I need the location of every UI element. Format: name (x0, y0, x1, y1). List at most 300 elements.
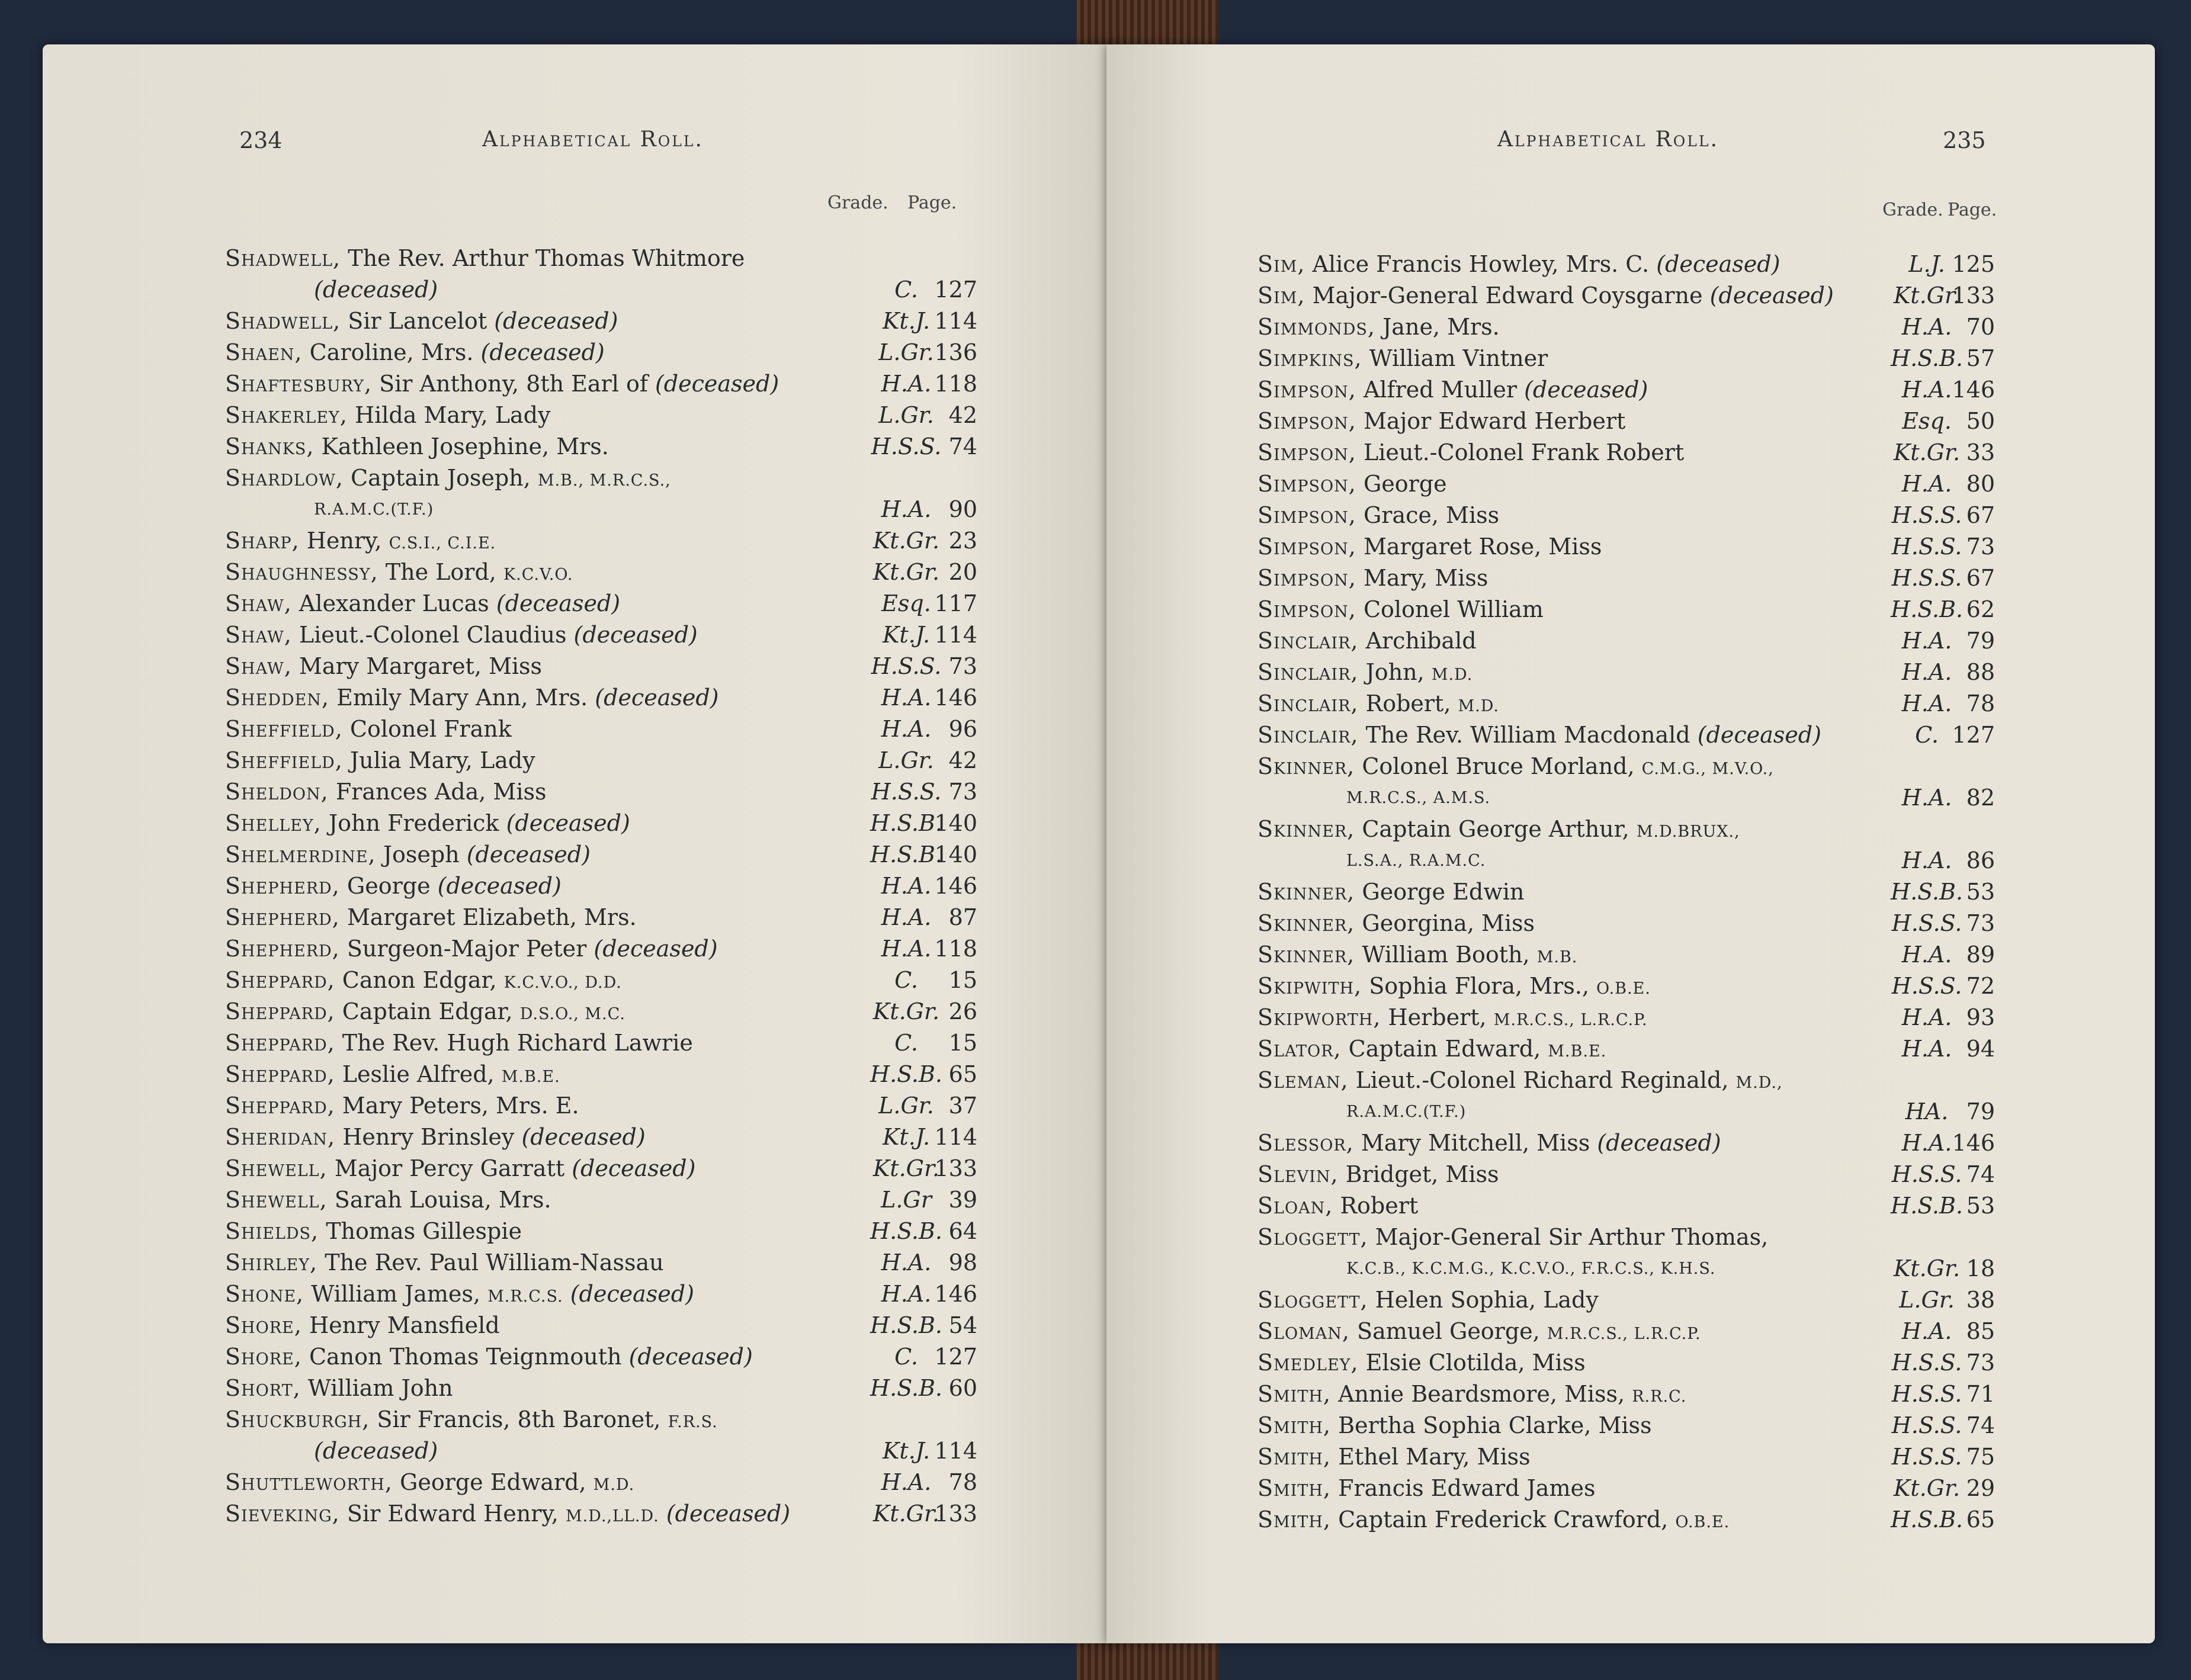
entry-page: 53 (1966, 879, 1995, 905)
entry-grade: H.S.S. (871, 433, 942, 460)
entry-name (1258, 280, 1834, 311)
entry-surname: Sheldon, (225, 779, 329, 805)
entry-surname: Skinner, (1258, 879, 1355, 905)
entry-grade: H.S.S. (1891, 1412, 1962, 1438)
entry-honours: O.B.E. (1675, 1513, 1730, 1531)
entry-honours: M.D.BRUX., (1636, 823, 1740, 841)
page-number: 235 (1943, 127, 1986, 153)
entry-surname: Sinclair, (1258, 659, 1359, 685)
roll-entry (225, 1310, 1066, 1341)
entry-given-name: Ethel Mary, Miss (1338, 1444, 1531, 1470)
entry-honours: M.D.,LL.D. (565, 1507, 659, 1525)
entry-given-name: George (347, 873, 431, 899)
entry-name (1258, 437, 1684, 468)
entry-given-name: Lieut.-Colonel Claudius (299, 622, 567, 648)
entry-surname: Sheppard, (225, 1061, 335, 1087)
entry-surname: Shelmerdine, (225, 841, 376, 868)
entry-given-name: Henry Brinsley (342, 1124, 515, 1150)
entry-deceased: (deceased) (480, 339, 605, 365)
entry-continuation: K.C.B., K.C.M.G., K.C.V.O., F.R.C.S., K.H.S. (1346, 1260, 1716, 1278)
entry-page: 38 (1966, 1287, 1995, 1313)
entry-page: 42 (948, 402, 977, 428)
entry-surname: Short, (225, 1375, 301, 1401)
entry-surname: Sheffield, (225, 716, 343, 742)
entry-page: 74 (948, 433, 977, 460)
entry-page: 88 (1966, 659, 1995, 685)
entry-given-name: Jane, Mrs. (1382, 314, 1500, 340)
entry-name (1258, 594, 1544, 625)
entry-name (1258, 249, 1780, 280)
entry-name (1258, 343, 1548, 374)
entry-page: 133 (934, 1155, 977, 1181)
entry-deceased: (deceased) (1709, 282, 1834, 309)
entry-surname: Sheridan, (225, 1124, 336, 1150)
roll-entry (1258, 343, 2105, 374)
entry-page: 71 (1966, 1381, 1995, 1407)
entry-page: 94 (1966, 1036, 1995, 1062)
entry-given-name: Frances Ada, Miss (335, 779, 547, 805)
entry-surname: Smith, (1258, 1444, 1331, 1470)
entry-name (225, 651, 542, 682)
entry-grade: Kt.Gr. (872, 998, 940, 1024)
entry-given-name: Leslie Alfred, (342, 1061, 495, 1087)
entry-given-name: Julia Mary, Lady (349, 747, 535, 773)
entry-name (225, 808, 630, 839)
entry-name (225, 462, 671, 496)
entry-surname: Sinclair, (1258, 628, 1359, 654)
entry-given-name: Captain George Arthur, (1362, 816, 1629, 842)
entry-given-name: Caroline, Mrs. (309, 339, 474, 365)
entry-surname: Simpson, (1258, 377, 1356, 403)
running-head: Alphabetical Roll. (1497, 127, 1719, 152)
roll-entry (225, 525, 1066, 557)
entry-surname: Smedley, (1258, 1350, 1359, 1376)
entry-page: 18 (1966, 1255, 1995, 1281)
roll-entry (1258, 1002, 2105, 1033)
entry-grade: L.Gr. (878, 402, 934, 428)
entry-name (225, 1404, 718, 1438)
entry-surname: Simpson, (1258, 534, 1356, 560)
entry-name (1258, 1002, 1647, 1036)
entry-honours: C.M.G., M.V.O., (1641, 760, 1774, 778)
roll-entry (225, 337, 1066, 368)
entry-page: 140 (934, 810, 977, 836)
roll-entry (225, 1059, 1066, 1090)
entry-name (225, 588, 620, 619)
entry-page: 96 (948, 716, 977, 742)
roll-entry (1258, 249, 2105, 280)
roll-entry (1258, 1033, 2105, 1065)
entry-name (1258, 1473, 1595, 1504)
entry-given-name: Herbert, (1388, 1004, 1487, 1030)
entry-page: 33 (1966, 439, 1995, 465)
entry-surname: Shardlow, (225, 465, 344, 491)
entry-name (1258, 1316, 1701, 1350)
entry-page: 133 (1952, 282, 1995, 309)
roll-entry (225, 776, 1066, 808)
entry-surname: Shakerley, (225, 402, 348, 428)
entry-grade: H.S.S. (1891, 565, 1962, 591)
roll-entry (225, 1027, 1066, 1059)
entry-name (1258, 500, 1499, 531)
entry-surname: Shepherd, (225, 904, 340, 930)
entry-deceased: (deceased) (594, 936, 718, 962)
roll-entry (1258, 719, 2105, 751)
entry-given-name: Emily Mary Ann, Mrs. (336, 685, 588, 711)
entry-given-name: Annie Beardsmore, Miss, (1338, 1381, 1625, 1407)
entry-given-name: John, (1365, 659, 1425, 685)
entry-surname: Shaw, (225, 622, 292, 648)
entry-given-name: Canon Edgar, (342, 967, 497, 993)
roll-entry (225, 682, 1066, 714)
entry-page: 72 (1966, 973, 1995, 999)
entry-page: 74 (1966, 1161, 1995, 1187)
entry-grade: L.Gr. (878, 747, 934, 773)
entry-honours: K.C.V.O., D.D. (503, 974, 622, 992)
entry-continuation: R.A.M.C.(T.F.) (1346, 1103, 1467, 1121)
entry-surname: Sinclair, (1258, 690, 1359, 717)
entry-given-name: Henry Mansfield (309, 1312, 500, 1338)
entry-name (225, 965, 622, 998)
entry-name (1258, 1128, 1721, 1159)
entry-honours: M.B., M.R.C.S., (537, 471, 671, 490)
entry-surname: Sim, (1258, 282, 1305, 309)
entry-honours: M.D. (593, 1476, 635, 1494)
entry-surname: Shuckburgh, (225, 1406, 370, 1432)
roll-entry (225, 400, 1066, 431)
roll-entry (1258, 971, 2105, 1002)
entry-page: 114 (934, 622, 977, 648)
roll-entry (1258, 374, 2105, 406)
entry-name (225, 400, 550, 431)
entry-given-name: Robert (1340, 1193, 1419, 1219)
entry-given-name: Captain Joseph, (351, 465, 531, 491)
entry-surname: Sheffield, (225, 747, 343, 773)
entry-surname: Sheppard, (225, 998, 335, 1024)
entry-grade: H.A. (881, 371, 932, 397)
entry-given-name: Bridget, Miss (1345, 1161, 1499, 1187)
entry-given-name: Samuel George, (1357, 1318, 1540, 1344)
roll-entry (225, 902, 1066, 933)
entry-given-name: Mary Margaret, Miss (299, 653, 543, 679)
entry-surname: Simpson, (1258, 471, 1356, 497)
roll-entry (1258, 1065, 2105, 1128)
entry-honours: M.D. (1431, 666, 1473, 684)
entry-name (1258, 563, 1488, 594)
entry-deceased: (deceased) (1656, 251, 1781, 277)
entry-page: 26 (948, 998, 977, 1024)
entry-grade: Kt.Gr. (872, 559, 940, 585)
entry-grade: Kt.J. (882, 622, 931, 648)
entry-grade: H.A. (881, 936, 932, 962)
column-header-page: Page. (1948, 200, 1997, 220)
roll-entry (1258, 500, 2105, 531)
entry-name (225, 431, 609, 462)
entry-surname: Shadwell, (225, 308, 341, 334)
entry-surname: Smith, (1258, 1475, 1331, 1501)
left-page (43, 44, 1115, 1643)
entry-surname: Simpson, (1258, 596, 1356, 622)
entry-surname: Shaftesbury, (225, 371, 373, 397)
entry-grade: H.A. (881, 716, 932, 742)
roll-entry (225, 839, 1066, 870)
entry-given-name: Major-General Edward Coysgarne (1312, 282, 1703, 309)
roll-entry (225, 1498, 1066, 1530)
entry-grade: H.S.S. (871, 779, 942, 805)
column-header-grade: Grade. (827, 192, 888, 213)
entry-page: 114 (934, 1124, 977, 1150)
entry-page: 80 (1966, 471, 1995, 497)
entry-page: 23 (948, 528, 977, 554)
entry-deceased: (deceased) (506, 810, 630, 836)
entry-name (225, 525, 496, 559)
roll-entry (1258, 1159, 2105, 1190)
entry-given-name: Colonel Bruce Morland, (1362, 753, 1635, 779)
entry-honours: D.S.O., M.C. (519, 1005, 625, 1023)
entry-name (225, 902, 637, 933)
entry-surname: Sharp, (225, 528, 300, 554)
entry-page: 118 (934, 371, 977, 397)
entry-surname: Smith, (1258, 1412, 1331, 1438)
roll-entry (225, 714, 1066, 745)
entry-grade: H.A. (1901, 377, 1952, 403)
entry-given-name: The Lord, (385, 559, 496, 585)
entry-given-name: Sarah Louisa, Mrs. (334, 1187, 551, 1213)
entry-name (1258, 876, 1524, 908)
column-header-grade: Grade. (1882, 200, 1943, 220)
entry-given-name: Lieut.-Colonel Frank Robert (1363, 439, 1685, 465)
entry-deceased: (deceased) (572, 1155, 696, 1181)
entry-deceased: (deceased) (494, 308, 618, 334)
entry-given-name: Major Edward Herbert (1363, 408, 1626, 434)
entry-grade: Kt.Gr. (872, 1155, 940, 1181)
entry-given-name: George (1363, 471, 1447, 497)
entry-name (225, 1498, 790, 1532)
roll-entry (225, 1216, 1066, 1247)
entry-name (1258, 1284, 1599, 1316)
entry-page: 90 (948, 496, 977, 522)
entry-given-name: John Frederick (328, 810, 499, 836)
entry-name (225, 1216, 522, 1247)
entry-given-name: George Edwin (1362, 879, 1525, 905)
entry-honours: M.D. (1458, 697, 1499, 715)
entry-deceased: (deceased) (666, 1501, 791, 1527)
entry-grade: H.A. (1901, 690, 1952, 717)
entry-name (1258, 814, 1740, 847)
entry-page: 98 (948, 1249, 977, 1276)
roll-entry (1258, 1347, 2105, 1379)
entry-page: 93 (1966, 1004, 1995, 1030)
entry-name (1258, 1410, 1652, 1441)
entry-surname: Shewell, (225, 1187, 328, 1213)
entry-given-name: Captain Edward, (1348, 1036, 1541, 1062)
entry-name (225, 870, 562, 902)
entry-name (225, 933, 718, 965)
entry-surname: Skipworth, (1258, 1004, 1381, 1030)
entry-page: 62 (1966, 596, 1995, 622)
entry-name (225, 1122, 646, 1153)
entry-grade: H.S.B. (870, 1218, 942, 1244)
entry-name (225, 368, 779, 400)
entry-grade: H.A. (881, 1281, 932, 1307)
roll-entry (225, 368, 1066, 400)
entry-surname: Simpson, (1258, 565, 1356, 591)
entry-name (1258, 311, 1500, 343)
entry-grade: H.A. (1901, 1036, 1952, 1062)
roll-entry (225, 557, 1066, 588)
roll-entry (225, 965, 1066, 996)
entry-name (1258, 1379, 1686, 1412)
entry-grade: H.A. (1901, 659, 1952, 685)
entry-given-name: Sophia Flora, Mrs., (1369, 973, 1589, 999)
entry-grade: H.A. (1901, 785, 1952, 811)
entry-page: 70 (1966, 314, 1995, 340)
entry-honours: O.B.E. (1596, 979, 1651, 998)
entry-honours: M.R.C.S., L.R.C.P. (1547, 1325, 1701, 1343)
entry-page: 146 (934, 873, 977, 899)
entry-surname: Slator, (1258, 1036, 1342, 1062)
entry-page: 146 (934, 1281, 977, 1307)
entry-given-name: William Booth, (1362, 942, 1530, 968)
entry-grade: Kt.J. (882, 1124, 931, 1150)
entry-given-name: The Rev. Paul William-Nassau (325, 1249, 664, 1276)
running-head: Alphabetical Roll. (482, 127, 704, 152)
entry-deceased: (deceased) (573, 622, 698, 648)
entry-given-name: Colonel Frank (349, 716, 512, 742)
entry-surname: Shepherd, (225, 936, 340, 962)
roll-entry (225, 1122, 1066, 1153)
entry-page: 85 (1966, 1318, 1995, 1344)
entry-name (1258, 1190, 1418, 1222)
entry-page: 86 (1966, 847, 1995, 873)
entry-surname: Slevin, (1258, 1161, 1339, 1187)
entry-surname: Skinner, (1258, 910, 1355, 936)
entry-name (225, 1279, 694, 1312)
entry-surname: Shaen, (225, 339, 303, 365)
entry-name (225, 839, 591, 870)
entry-name (1258, 1033, 1606, 1067)
entry-surname: Simpson, (1258, 439, 1356, 465)
entry-name (1258, 688, 1499, 722)
entry-given-name: Sir Edward Henry, (347, 1501, 559, 1527)
roll-entry (1258, 531, 2105, 563)
entry-given-name: Major Percy Garratt (334, 1155, 565, 1181)
entry-grade: H.S.S. (1891, 910, 1962, 936)
entry-name (225, 1090, 579, 1122)
entry-given-name: Sir Francis, 8th Baronet, (377, 1406, 661, 1432)
entry-honours: F.R.S. (668, 1413, 718, 1431)
entry-grade: L.Gr. (1899, 1287, 1955, 1313)
entry-grade: HA. (1905, 1098, 1949, 1125)
entry-surname: Simpkins, (1258, 345, 1362, 371)
entry-given-name: Canon Thomas Teignmouth (309, 1344, 622, 1370)
entry-grade: H.A. (1901, 471, 1952, 497)
entry-name (225, 557, 573, 590)
entry-name (225, 243, 745, 274)
entry-grade: Kt.Gr. (1893, 1475, 1961, 1501)
entry-page: 136 (934, 339, 977, 365)
page-number: 234 (239, 127, 283, 153)
entry-surname: Simpson, (1258, 408, 1356, 434)
entry-name (225, 306, 618, 337)
entry-page: 127 (934, 277, 977, 303)
entry-honours: M.R.C.S., L.R.C.P. (1493, 1011, 1648, 1029)
entry-surname: Shuttleworth, (225, 1469, 393, 1495)
entry-given-name: Mary Mitchell, Miss (1361, 1130, 1590, 1156)
roll-entry (1258, 908, 2105, 939)
entry-name (1258, 751, 1774, 785)
entry-page: 127 (934, 1344, 977, 1370)
roll-entry (225, 1467, 1066, 1498)
entry-given-name: Joseph (383, 841, 460, 868)
entry-grade: Kt.Gr. (1893, 282, 1961, 309)
entry-grade: C. (894, 1344, 918, 1370)
entry-surname: Sleman, (1258, 1067, 1349, 1093)
roll-entry (1258, 939, 2105, 971)
entry-grade: H.S.B. (1891, 1193, 1963, 1219)
entry-name (1258, 908, 1535, 939)
entry-page: 15 (948, 967, 977, 993)
entry-given-name: William Vintner (1369, 345, 1548, 371)
entry-given-name: Thomas Gillespie (326, 1218, 522, 1244)
entry-given-name: Captain Edgar, (342, 998, 513, 1024)
roll-entry (1258, 625, 2105, 657)
entry-given-name: Georgina, Miss (1362, 910, 1535, 936)
entry-page: 54 (948, 1312, 977, 1338)
entry-page: 79 (1966, 1098, 1995, 1125)
entry-grade: Kt.J. (882, 308, 931, 334)
entry-given-name: Archibald (1365, 628, 1477, 654)
entry-name (225, 1373, 453, 1404)
roll-list (1258, 249, 2105, 1536)
entry-page: 125 (1952, 251, 1995, 277)
entry-name (225, 996, 625, 1030)
entry-given-name: Surgeon-Major Peter (347, 936, 587, 962)
entry-grade: H.S.B. (870, 1061, 942, 1087)
entry-name (225, 682, 719, 714)
entry-name (225, 1153, 695, 1184)
entry-continuation: L.S.A., R.A.M.C. (1346, 852, 1486, 870)
entry-grade: L.Gr. (878, 1093, 934, 1119)
entry-grade: H.A. (881, 685, 932, 711)
entry-grade: L.Gr (881, 1187, 932, 1213)
entry-grade: H.S.S. (1891, 1444, 1962, 1470)
column-header-page: Page. (907, 192, 957, 213)
entry-name (1258, 531, 1602, 563)
entry-surname: Sheppard, (225, 1093, 335, 1119)
entry-name (1258, 1222, 1768, 1253)
entry-deceased: (deceased) (314, 1438, 438, 1464)
entry-deceased: (deceased) (314, 277, 438, 303)
roll-entry (225, 1184, 1066, 1216)
entry-grade: H.A. (1901, 847, 1952, 873)
roll-entry (225, 745, 1066, 776)
entry-name (225, 1247, 664, 1279)
entry-name (1258, 939, 1577, 973)
entry-given-name: Alexander Lucas (299, 590, 489, 616)
entry-surname: Smith, (1258, 1381, 1331, 1407)
roll-entry (1258, 468, 2105, 500)
entry-surname: Skinner, (1258, 942, 1355, 968)
entry-given-name: Lieut.-Colonel Richard Reginald, (1355, 1067, 1729, 1093)
entry-grade: Kt.Gr. (872, 528, 940, 554)
entry-deceased: (deceased) (628, 1344, 753, 1370)
entry-page: 146 (1952, 377, 1995, 403)
entry-given-name: Alice Francis Howley, Mrs. C. (1312, 251, 1650, 277)
entry-surname: Sloman, (1258, 1318, 1350, 1344)
entry-grade: H.A. (1901, 1318, 1952, 1344)
right-page (1106, 44, 2155, 1643)
